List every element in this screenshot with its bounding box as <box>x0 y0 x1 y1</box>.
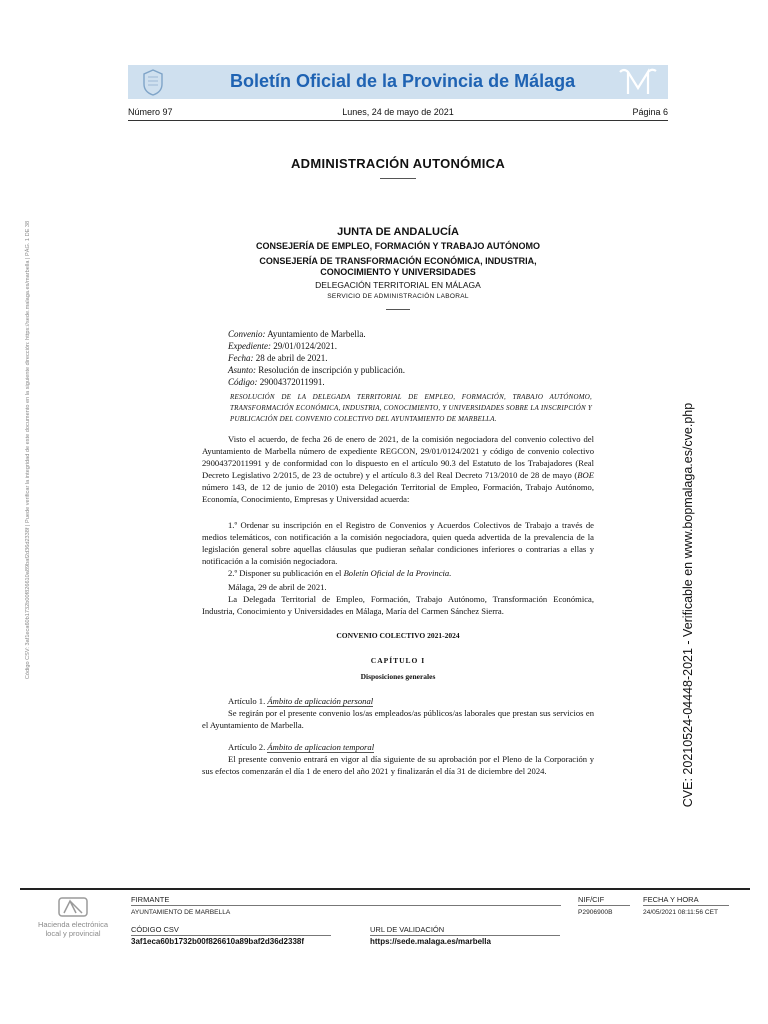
paragraph-place-date: Málaga, 29 de abril de 2021. <box>228 582 327 592</box>
nif-value: P2906900B <box>578 909 613 916</box>
fecha-hora-value: 24/05/2021 08:11:56 CET <box>643 909 719 916</box>
malaga-m-logo-icon <box>616 66 660 98</box>
paragraph-disponer: 2.º Disponer su publicación en el Boletín Oficial de la Provincia. <box>228 568 452 578</box>
csv-underline <box>131 935 331 936</box>
paragraph-signatory: La Delegada Territorial de Empleo, Formación, Trabajo Autónomo, Transformación Económica, Industria, Conocimiento y Universidades en Málaga, María del Carmen Sánchez Sierra. <box>202 594 594 616</box>
url-value[interactable]: https://sede.malaga.es/marbella <box>370 937 491 946</box>
convenio-heading: CONVENIO COLECTIVO 2021-2024 <box>336 631 460 640</box>
firmante-underline <box>131 905 561 906</box>
hacienda-logo-icon <box>32 896 114 918</box>
org-delegacion: DELEGACIÓN TERRITORIAL EN MÁLAGA <box>315 280 481 290</box>
cve-vertical: CVE: 20210524-04448-2021 - Verificable en www.bopmalaga.es/cve.php <box>681 402 695 808</box>
coat-of-arms-icon <box>140 68 166 96</box>
csv-label: CÓDIGO CSV <box>131 925 179 934</box>
issue-number: Número 97 <box>128 107 173 117</box>
fecha-hora-underline <box>643 905 729 906</box>
paragraph-ordenar: 1.º Ordenar su inscripción en el Registro de Convenios y Acuerdos Colectivos de Trabajo a través de medios telemáticos, con notificación a la comisión negociadora, quien queda advertida de la prevalencia de la legislación general sobre aquellas cláusulas que pudieran señalar condiciones inferiores o contrarias a ellas y notificación a la comisión negociadora. <box>202 520 594 566</box>
org-consejeria-2a: CONSEJERÍA DE TRANSFORMACIÓN ECONÓMICA, INDUSTRIA, <box>259 256 537 266</box>
nif-label: NIF/CIF <box>578 895 605 904</box>
footer-divider <box>20 888 750 890</box>
article-1-text: Se regirán por el presente convenio los/as empleados/as públicos/as laborales que prestan sus servicios en el Ayuntamiento de Marbella. <box>202 708 594 730</box>
hacienda-logo <box>32 896 114 946</box>
org-consejeria-1: CONSEJERÍA DE EMPLEO, FORMACIÓN Y TRABAJO AUTÓNOMO <box>255 241 541 251</box>
csv-verification-vertical: Código CSV: 3af1eca60b1732b00f826610a89baf2d36d2338f | Puede verificar la integridad de este documento en la siguiente dirección: https://sede.malaga.es/marbella | PÁG. 1 DE 38 <box>25 220 31 680</box>
resolution-heading: RESOLUCIÓN DE LA DELEGADA TERRITORIAL DE EMPLEO, FORMACIÓN, TRABAJO AUTÓNOMO, TRANSFORMACIÓN ECONÓMICA, INDUSTRIA, CONOCIMIENTO, Y UNIVERSIDADES SOBRE LA INSCRIPCIÓN Y PUBLICACIÓN DEL CONVENIO COLECTIVO DEL AYUNTAMIENTO DE MARBELLA. <box>230 393 592 423</box>
firmante-value: AYUNTAMIENTO DE MARBELLA <box>131 909 231 916</box>
section-title: ADMINISTRACIÓN AUTONÓMICA <box>290 156 506 171</box>
field-convenio: Convenio: Ayuntamiento de Marbella. <box>228 329 366 339</box>
firmante-label: FIRMANTE <box>131 895 170 904</box>
section-divider <box>380 178 416 179</box>
article-1-heading: Artículo 1. Ámbito de aplicación personal <box>228 696 374 706</box>
article-2-text: El presente convenio entrará en vigor al día siguiente de su aprobación por el Pleno de la Corporación y sus efectos comenzarán el día 1 de enero del año 2021 y finalizarán el día 31 de diciembre del 2024. <box>202 754 594 776</box>
hacienda-logo-text: Hacienda electrónica local y provincial <box>37 920 109 938</box>
article-2-heading: Artículo 2. Ámbito de aplicacion temporal <box>228 742 375 752</box>
field-fecha: Fecha: 28 de abril de 2021. <box>228 353 328 363</box>
bulletin-title: Boletín Oficial de la Provincia de Málaga <box>230 71 576 91</box>
page-number: Página 6 <box>632 107 668 117</box>
org-divider <box>386 309 410 310</box>
nif-underline <box>578 905 630 906</box>
org-consejeria-2b: CONOCIMIENTO Y UNIVERSIDADES <box>320 267 476 277</box>
csv-value: 3af1eca60b1732b00f826610a89baf2d36d2338f <box>131 937 305 946</box>
field-expediente: Expediente: 29/01/0124/2021. <box>228 341 337 351</box>
field-asunto: Asunto: Resolución de inscripción y publicación. <box>228 365 405 375</box>
issue-date: Lunes, 24 de mayo de 2021 <box>342 107 454 117</box>
org-servicio: SERVICIO DE ADMINISTRACIÓN LABORAL <box>327 293 469 300</box>
fecha-hora-label: FECHA Y HORA <box>643 895 699 904</box>
url-underline <box>370 935 560 936</box>
header-divider <box>128 120 668 121</box>
chapter-subheading: Disposiciones generales <box>360 672 436 681</box>
field-codigo: Código: 29004372011991. <box>228 377 325 387</box>
org-junta: JUNTA DE ANDALUCÍA <box>337 226 459 238</box>
url-label: URL DE VALIDACIÓN <box>370 925 445 934</box>
paragraph-visto: Visto el acuerdo, de fecha 26 de enero de 2021, de la comisión negociadora del convenio colectivo del Ayuntamiento de Marbella número de expediente REGCON, 29/01/0124/2021 y código de convenio colectivo 29004372011991 y de conformidad con lo dispuesto en el artículo 90.3 del Estatuto de los Trabajadores (Real Decreto Legislativo 2/2015, de 23 de octubre) y el artículo 8.3 del Real Decreto 713/2010 de 28 de mayo (BOE número 143, de 12 de junio de 2010) esta Delegación Territorial de Empleo, Formación, Trabajo Autónomo, Economía, Conocimiento, Empresas y Universidad acuerda: <box>202 434 594 504</box>
chapter-heading: CAPÍTULO I <box>370 656 426 665</box>
